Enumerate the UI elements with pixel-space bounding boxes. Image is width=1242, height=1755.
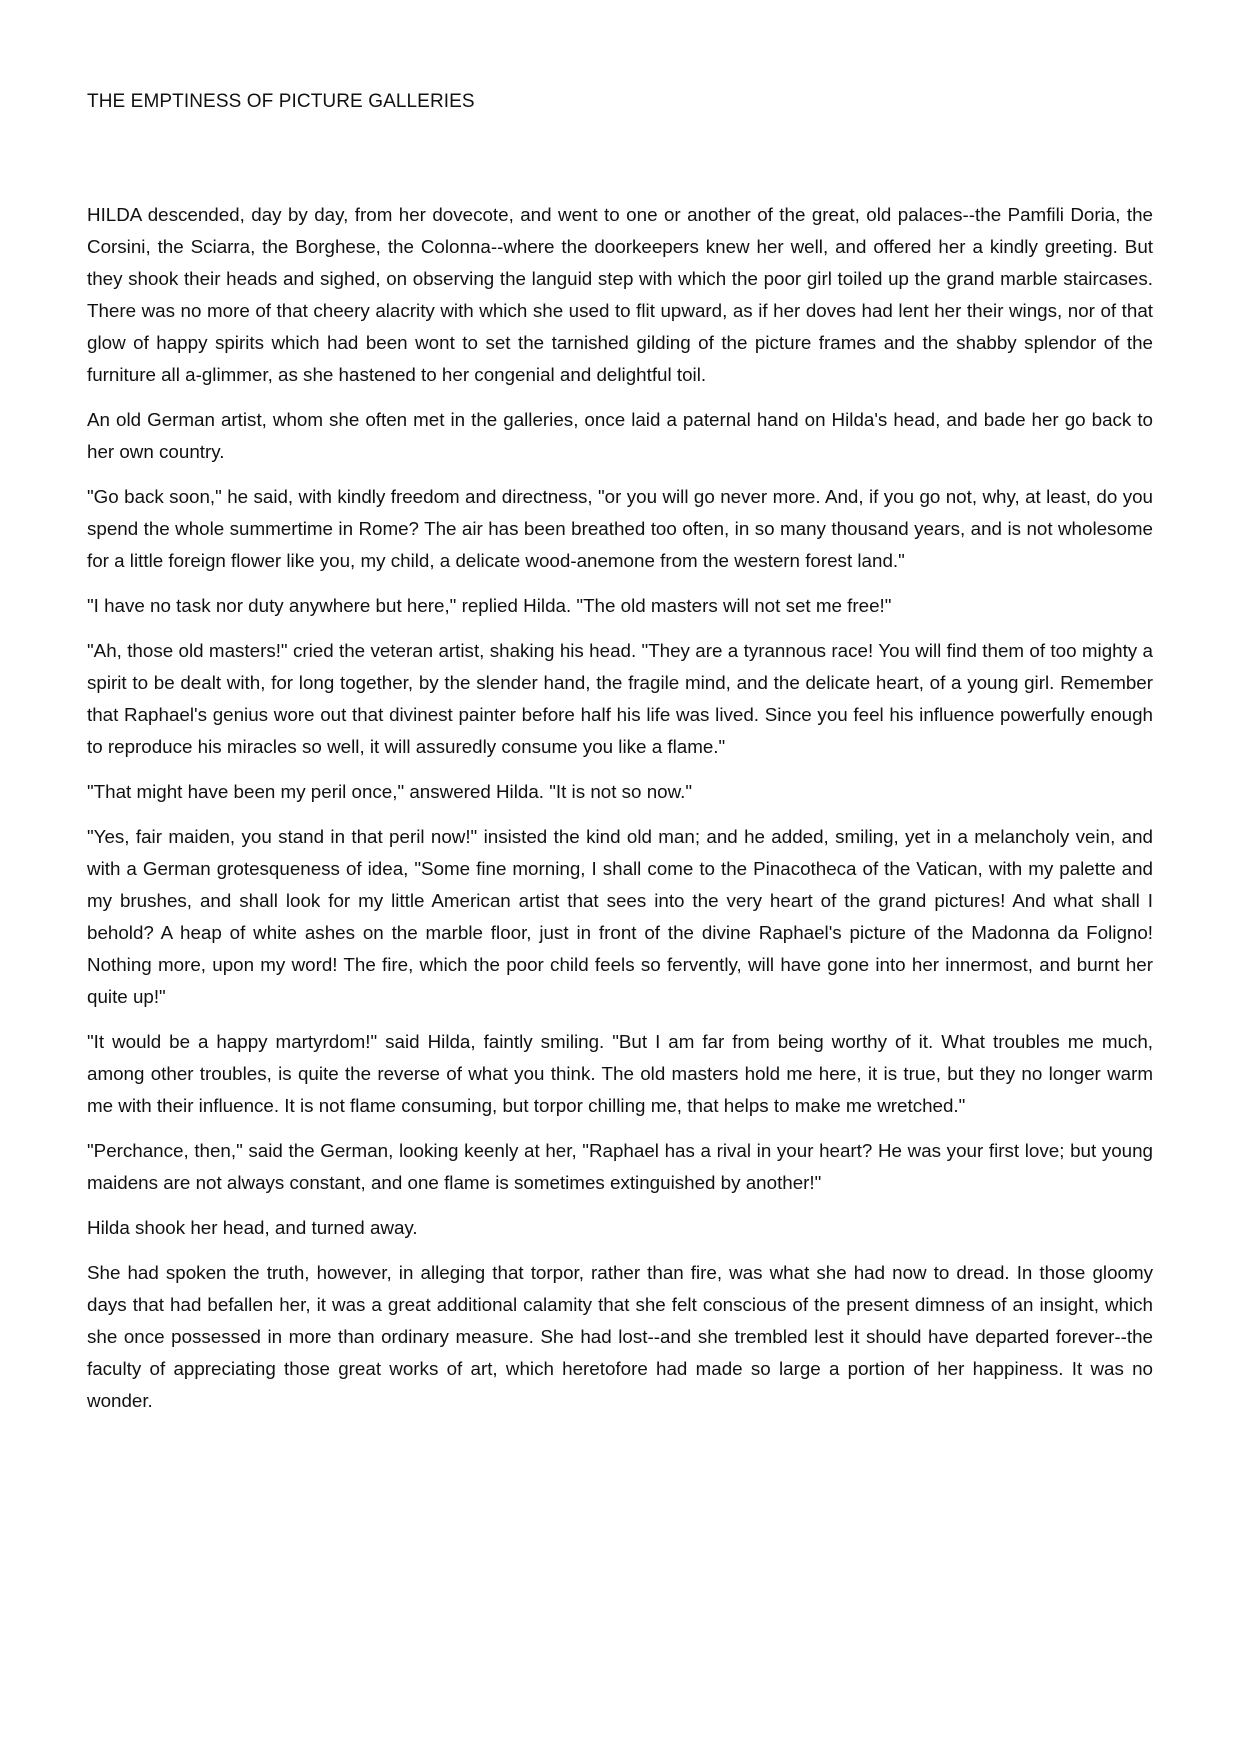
paragraph-7: "Yes, fair maiden, you stand in that peril now!" insisted the kind old man; and he added, smiling, yet in a melancholy vein, and with a German grotesqueness of idea, "Some fine morning, I shall come to the Pinacotheca of the Vatican, with my palette and my brushes, and shall look for my little American artist that sees into the very heart of the grand pictures! And what shall I behold? A heap of white ashes on the marble floor, just in front of the divine Raphael's picture of the Madonna da Foligno! Nothing more, upon my word! The fire, which the poor child feels so fervently, will have gone into her innermost, and burnt her quite up!" xyxy=(87,826,1153,1007)
paragraph-3: "Go back soon," he said, with kindly freedom and directness, "or you will go never more. And, if you go not, why, at least, do you spend the whole summertime in Rome? The air has been breathed too often, in so many thousand years, and is not wholesome for a little foreign flower like you, my child, a delicate wood-anemone from the western forest land." xyxy=(87,486,1153,571)
paragraph-8: "It would be a happy martyrdom!" said Hilda, faintly smiling. "But I am far from being worthy of it. What troubles me much, among other troubles, is quite the reverse of what you think. The old masters hold me here, it is true, but they no longer warm me with their influence. It is not flame consuming, but torpor chilling me, that helps to make me wretched." xyxy=(87,1031,1153,1116)
paragraph-9: "Perchance, then," said the German, looking keenly at her, "Raphael has a rival in your heart? He was your first love; but young maidens are not always constant, and one flame is sometimes extinguished by another!" xyxy=(87,1140,1153,1193)
paragraph-4: "I have no task nor duty anywhere but here," replied Hilda. "The old masters will not set me free!" xyxy=(87,595,892,616)
paragraph-6: "That might have been my peril once," answered Hilda. "It is not so now." xyxy=(87,781,693,802)
paragraph-11: She had spoken the truth, however, in alleging that torpor, rather than fire, was what she had now to dread. In those gloomy days that had befallen her, it was a great additional calamity that she felt conscious of the present dimness of an insight, which she once possessed in more than ordinary measure. She had lost--and she trembled lest it should have departed forever--the faculty of appreciating those great works of art, which heretofore had made so large a portion of her happiness. It was no wonder. xyxy=(87,1262,1153,1411)
chapter-title: THE EMPTINESS OF PICTURE GALLERIES xyxy=(87,91,475,112)
paragraph-5: "Ah, those old masters!" cried the veteran artist, shaking his head. "They are a tyrannous race! You will find them of too mighty a spirit to be dealt with, for long together, by the slender hand, the fragile mind, and the delicate heart, of a young girl. Remember that Raphael's genius wore out that divinest painter before half his life was lived. Since you feel his influence powerfully enough to reproduce his miracles so well, it will assuredly consume you like a flame." xyxy=(87,640,1153,757)
document-page xyxy=(87,0,1153,1430)
paragraph-1: HILDA descended, day by day, from her dovecote, and went to one or another of the great, old palaces--the Pamfili Doria, the Corsini, the Sciarra, the Borghese, the Colonna--where the doorkeepers knew her well, and offered her a kindly greeting. But they shook their heads and sighed, on observing the languid step with which the poor girl toiled up the grand marble staircases. There was no more of that cheery alacrity with which she used to flit upward, as if her doves had lent her their wings, nor of that glow of happy spirits which had been wont to set the tarnished gilding of the picture frames and the shabby splendor of the furniture all a-glimmer, as she hastened to her congenial and delightful toil. xyxy=(87,204,1153,385)
paragraph-2: An old German artist, whom she often met in the galleries, once laid a paternal hand on Hilda's head, and bade her go back to her own country. xyxy=(87,409,1153,462)
paragraph-10: Hilda shook her head, and turned away. xyxy=(87,1217,418,1238)
chapter-body xyxy=(87,199,1153,1417)
